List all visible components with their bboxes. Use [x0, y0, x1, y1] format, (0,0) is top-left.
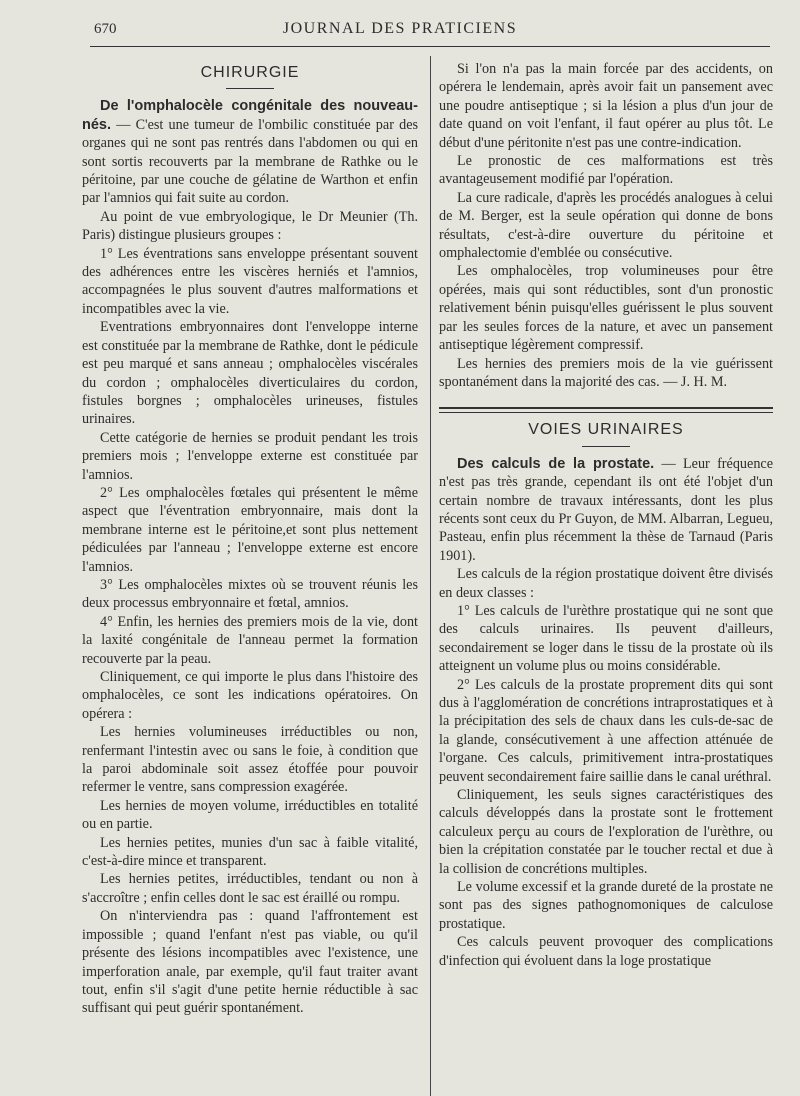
- paragraph: 1° Les calculs de l'urèthre prostatique qui ne sont que des calculs urinaires. Ils peuvent d'ailleurs, secondairement se loger dans le tissu de la prostate où ils atteignent un volume plus ou moins considérable.: [439, 602, 773, 675]
- paragraph: La cure radicale, d'après les procédés analogues à celui de M. Berger, est la seule opération qui donne de bons résultats, c'est-à-dire ouverture du péritoine et omphalectomie d'emblée ou consécutive.: [439, 189, 773, 262]
- paragraph: Ces calculs peuvent provoquer des complications d'infection qui évoluent dans la loge prostatique: [439, 934, 773, 969]
- article-intro: [439, 455, 773, 565]
- section-title-rule: [582, 446, 630, 447]
- paragraph: Cliniquement, ce qui importe le plus dans l'histoire des omphalocèles, ce sont les indications opératoires. On opérera :: [82, 669, 418, 722]
- article-title: De l'omphalocèle congénitale des nouveau-nés.: [82, 98, 418, 133]
- column-divider: [430, 56, 431, 1096]
- paragraph: Les calculs de la région prostatique doivent être divisés en deux classes :: [439, 566, 773, 601]
- article-intro: [82, 97, 418, 207]
- paragraph: — C'est une tumeur de l'ombilic constituée par des organes qui ne sont pas rentrés dans l'abdomen ou qui en sont sortis recouverts par la membrane de Rathke ou le péritoine, par une couche de gélatine de Warthon et enfin par l'amnios qui fait suite au cordon.: [82, 116, 419, 207]
- paragraph: Les hernies petites, irréductibles, tendant ou non à s'accroître ; enfin celles dont le sac est éraillé ou rompu.: [82, 871, 418, 906]
- left-column: [82, 60, 418, 1018]
- section-title-voies-urinaires: VOIES URINAIRES: [528, 421, 684, 439]
- paragraph: Au point de vue embryologique, le Dr Meunier (Th. Paris) distingue plusieurs groupes :: [82, 208, 418, 244]
- paragraph: Les omphalocèles, trop volumineuses pour être opérées, mais qui sont réductibles, sont d'un pronostic relativement bénin puisqu'elles guérissent le plus souvent par les seules forces de la nature, et avec un pansement antiseptique légèrement compressif.: [439, 263, 773, 354]
- page-number: 670: [94, 21, 117, 37]
- paragraph: Le pronostic de ces malformations est très avantageusement modifié par l'opération.: [439, 153, 773, 188]
- paragraph: Si l'on n'a pas la main forcée par des accidents, on opérera le lendemain, après avoir fait un pansement avec une poudre antiseptique ; si la lésion a plus d'un jour de date quand on voit l'enfant, il faut opérer au plus tôt. Le début d'une péritonite n'est pas une contre-indication.: [439, 61, 773, 151]
- paragraph: 2° Les calculs de la prostate proprement dits qui sont dus à l'agglomération de concrétions intraprostatiques et à la précipitation des sels de chaux dans les culs-de-sac de la glande, consécutivement à une affection atténuée de l'organe. Ces calculs, primitivement intra-prostatiques peuvent secondairement faire saillie dans le canal uréthral.: [439, 676, 773, 785]
- paragraph: — Leur fréquence n'est pas très grande, cependant ils ont été l'objet d'un certain nombre de travaux intéressants, dont les plus récents sont ceux du Pr Guyon, de MM. Albarran, Legueu, Pasteau, enfin plus récemment la thèse de Tarnaud (Paris 1901).: [439, 455, 774, 564]
- journal-title: JOURNAL DES PRATICIENS: [282, 20, 518, 37]
- page-header: [0, 18, 800, 44]
- paragraph: On n'interviendra pas : quand l'affrontement est impossible ; quand l'enfant n'est pas viable, ou qu'il présente des lésions incompatibles avec l'existence, une imperforation anale, par exemple, qu'il faut traiter avant tout, enfin s'il s'agit d'une petite hernie réductible à sac suffisant qui peut guérir spontanément.: [82, 908, 418, 1017]
- paragraph: Les hernies des premiers mois de la vie guérissent spontanément dans la majorité des cas.: [439, 355, 773, 390]
- paragraph: 3° Les omphalocèles mixtes où se trouvent réunis les deux processus embryonnaire et fœtal, amnios.: [82, 576, 418, 612]
- section-separator: [439, 407, 773, 413]
- paragraph: Eventrations embryonnaires dont l'enveloppe interne est constituée par la membrane de Rathke, dont le pédicule est peu marqué et sans anneau ; omphalocèles viscérales du cordon ; omphalocèles diverticulaires du cordon, fistules borgnes ; omphalocèles urineuses, fistules urinaires.: [82, 319, 418, 428]
- paragraph: Cliniquement, les seuls signes caractéristiques des calculs développés dans la prostate sont le frottement calculeux perçu au cours de l'exploration de l'urèthre, ou bien la crépitation constatée par le toucher rectal et due à la collision de concrétions multiples.: [439, 787, 773, 877]
- paragraph: 1° Les éventrations sans enveloppe présentant souvent des adhérences entre les viscères herniés et l'amnios, accompagnées le plus souvent d'autres malformations et incompatibles avec la vie.: [82, 245, 418, 317]
- paragraph: Les hernies petites, munies d'un sac à faible vitalité, c'est-à-dire mince et transparent.: [82, 834, 418, 870]
- paragraph: Le volume excessif et la grande dureté de la prostate ne sont pas des signes pathognomoniques de calculose prostatique.: [439, 879, 773, 932]
- right-column: [439, 60, 773, 970]
- paragraph: Les hernies volumineuses irréductibles ou non, renfermant l'intestin avec ou sans le foie, à condition que la paroi abdominale soit assez étoffée pour pouvoir refermer le ventre, sans compression exagérée.: [82, 724, 418, 796]
- section-title-rule: [226, 88, 274, 89]
- paragraph: Les hernies de moyen volume, irréductibles en totalité ou en partie.: [82, 797, 418, 833]
- author-signature: — J. H. M.: [663, 373, 728, 390]
- article-title: Des calculs de la prostate.: [457, 455, 655, 472]
- paragraph: Cette catégorie de hernies se produit pendant les trois premiers mois ; l'enveloppe externe est constituée par l'amnios.: [82, 429, 418, 483]
- paragraph: 4° Enfin, les hernies des premiers mois de la vie, dont la laxité congénitale de l'anneau permet la formation recouverte par la peau.: [82, 613, 418, 667]
- paragraph-with-signature: [439, 355, 773, 392]
- header-rule: [90, 46, 770, 47]
- paragraph: 2° Les omphalocèles fœtales qui présentent le même aspect que l'éventration embryonnaire, mais dont la membrane interne est le péritoine,et sont plus nettement pédiculées par l'anneau ; l'enveloppe externe est encore l'amnios.: [82, 484, 418, 575]
- section-title-chirurgie: CHIRURGIE: [200, 64, 300, 81]
